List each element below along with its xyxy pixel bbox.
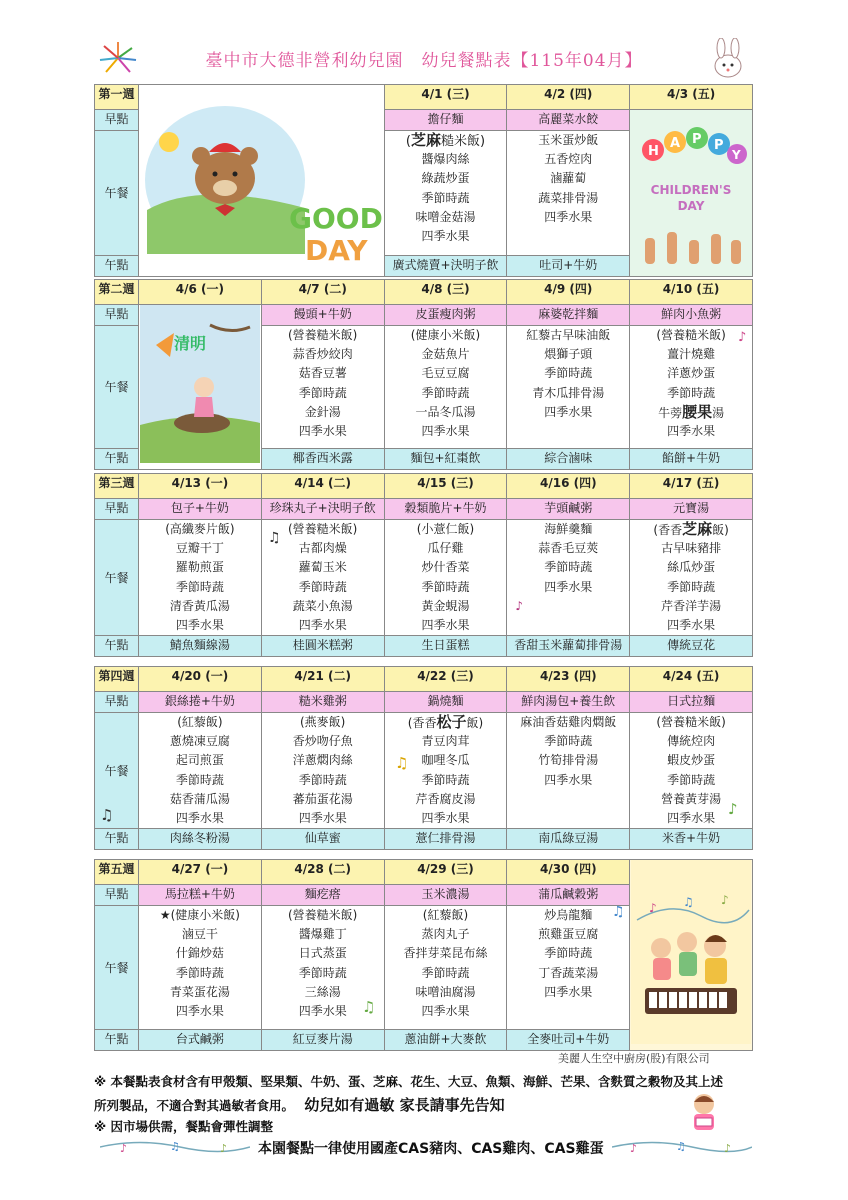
week-4-table [94, 666, 753, 850]
lunch-item: 四季水果 [175, 810, 224, 825]
breakfast-label: 早點 [95, 305, 139, 326]
lunch-item: 季節時蔬 [667, 772, 716, 787]
snack-cell: 麵包+紅棗飲 [384, 449, 507, 470]
snack-label: 午點 [95, 256, 139, 277]
lunch-item: 季節時蔬 [298, 579, 347, 594]
lunch-item: 四季水果 [298, 617, 347, 632]
lunch-item: 豆瓣干丁 [175, 541, 224, 556]
lunch-cell [507, 131, 630, 256]
lunch-cell [630, 326, 753, 449]
lunch-item: 日式蒸蛋 [298, 946, 347, 961]
lunch-item: 味噌油腐湯 [415, 984, 476, 999]
lunch-item: 四季水果 [175, 617, 224, 632]
music-note-icon: ♫ [395, 754, 409, 772]
date-header: 4/22 (三) [384, 667, 507, 692]
breakfast-cell: 鮮肉小魚粥 [630, 305, 753, 326]
lunch-item: 季節時蔬 [298, 965, 347, 980]
allergy-emphasis: 幼兒如有過敏 家長請事先告知 [304, 1096, 505, 1114]
date-header: 4/21 (二) [261, 667, 384, 692]
snack-cell: 台式鹹粥 [139, 1030, 262, 1051]
lunch-item: (紅藜飯) [177, 715, 223, 729]
lunch-item: 傳統焢肉 [667, 734, 716, 749]
lunch-item: (營養糙米飯) [656, 715, 726, 729]
snack-cell: 生日蛋糕 [384, 636, 507, 657]
lunch-cell [384, 326, 507, 449]
lunch-item: 海鮮羹麵 [544, 522, 593, 536]
breakfast-cell: 銀絲捲+牛奶 [139, 692, 262, 713]
lunch-item: 蕃茄蛋花湯 [292, 791, 353, 806]
lunch-cell [261, 713, 384, 829]
snack-cell: 鯖魚麵線湯 [139, 636, 262, 657]
lunch-item: (小薏仁飯) [416, 522, 475, 536]
lunch-item: 四季水果 [421, 423, 470, 438]
date-header: 4/1 (三) [384, 85, 507, 110]
breakfast-label: 早點 [95, 499, 139, 520]
svg-text:♫: ♫ [170, 1140, 180, 1153]
lunch-item: 季節時蔬 [421, 190, 470, 205]
date-header: 4/2 (四) [507, 85, 630, 110]
snack-cell: 全麥吐司+牛奶 [507, 1030, 630, 1051]
lunch-item: 四季水果 [544, 404, 593, 419]
lunch-item: 炒烏龍麵 [544, 908, 593, 922]
breakfast-cell: 麻婆乾拌麵 [507, 305, 630, 326]
lunch-label: 午餐 [95, 906, 139, 1030]
lunch-item: 香炒吻仔魚 [292, 734, 353, 749]
week-2-table [94, 279, 753, 470]
lunch-item: 芹香洋芋湯 [661, 598, 722, 613]
music-note-icon: ♪ [728, 800, 738, 818]
lunch-item: 季節時蔬 [421, 965, 470, 980]
week-label: 第二週 [95, 280, 139, 305]
lunch-item: 季節時蔬 [667, 385, 716, 400]
allergy-notice-line2 [94, 1094, 505, 1115]
lunch-item: 什錦炒菇 [175, 946, 224, 961]
breakfast-cell: 穀類脆片+牛奶 [384, 499, 507, 520]
lunch-item: 起司煎蛋 [175, 753, 224, 768]
qingming-illustration [139, 305, 262, 470]
snack-cell: 蔥油餅+大麥飲 [384, 1030, 507, 1051]
snack-cell: 餡餅+牛奶 [630, 449, 753, 470]
lunch-item: (高纖麥片飯) [165, 522, 235, 536]
lunch-item: 瓜仔雞 [427, 541, 464, 556]
lunch-item: (健康小米飯) [410, 328, 481, 342]
date-header: 4/28 (二) [261, 860, 384, 885]
lunch-item: 煨獅子頭 [544, 347, 593, 362]
music-note-icon: ♫ [612, 904, 625, 920]
snack-cell: 傳統豆花 [630, 636, 753, 657]
music-note-icon: ♪ [515, 598, 524, 613]
music-staff-decoration [612, 1138, 752, 1156]
lunch-item: 金針湯 [304, 404, 341, 419]
svg-text:DAY: DAY [677, 199, 705, 213]
svg-text:♫: ♫ [676, 1140, 686, 1153]
lunch-item: 香拌芽菜昆布絲 [403, 946, 488, 961]
lunch-item: 蘿蔔玉米 [298, 560, 347, 575]
allergy-text-2: 所列製品，不適合對其過敏者食用。 [94, 1098, 295, 1113]
date-header: 4/13 (一) [139, 474, 262, 499]
svg-text:P: P [714, 138, 724, 153]
date-header: 4/30 (四) [507, 860, 630, 885]
lunch-item: 一品冬瓜湯 [415, 404, 476, 419]
breakfast-cell: 珍珠丸子+決明子飲 [261, 499, 384, 520]
svg-text:♪: ♪ [649, 901, 657, 915]
date-header: 4/23 (四) [507, 667, 630, 692]
breakfast-cell: 高麗菜水餃 [507, 110, 630, 131]
lunch-item: 四季水果 [298, 423, 347, 438]
music-note-icon: ♫ [268, 530, 281, 546]
snack-label: 午點 [95, 449, 139, 470]
lunch-item: 醬爆肉絲 [421, 152, 470, 167]
lunch-item: (香香松子飯) [407, 713, 484, 731]
girl-reading-icon [684, 1090, 724, 1134]
lunch-item: (營養糙米飯) [288, 328, 358, 342]
lunch-item: 四季水果 [667, 617, 716, 632]
lunch-cell [507, 326, 630, 449]
breakfast-cell: 饅頭+牛奶 [261, 305, 384, 326]
svg-text:♪: ♪ [220, 1142, 228, 1155]
snack-cell: 桂圓米糕粥 [261, 636, 384, 657]
date-header: 4/15 (三) [384, 474, 507, 499]
lunch-item: 古都肉燥 [298, 541, 347, 556]
lunch-item: 紅藜古早味油飯 [526, 328, 611, 342]
lunch-item: 黃金蜆湯 [421, 598, 470, 613]
svg-text:♪: ♪ [120, 1142, 128, 1155]
lunch-item: 菇香蒲瓜湯 [169, 791, 230, 806]
lunch-cell [261, 326, 384, 449]
lunch-item: 季節時蔬 [175, 965, 224, 980]
lunch-item: 金菇魚片 [421, 347, 470, 362]
lunch-item: 四季水果 [175, 1003, 224, 1018]
date-header: 4/3 (五) [630, 85, 753, 110]
lunch-item: 清香黃瓜湯 [169, 598, 230, 613]
lunch-cell [384, 131, 507, 256]
lunch-item: 菇香豆薯 [298, 366, 347, 381]
date-header: 4/16 (四) [507, 474, 630, 499]
lunch-item: 四季水果 [544, 209, 593, 224]
lunch-item: (紅藜飯) [422, 908, 469, 922]
snack-cell: 吐司+牛奶 [507, 256, 630, 277]
svg-text:H: H [648, 144, 659, 159]
date-header: 4/10 (五) [630, 280, 753, 305]
lunch-item: 四季水果 [421, 1003, 470, 1018]
week-3-table [94, 473, 753, 657]
lunch-label: 午餐 [95, 713, 139, 829]
lunch-item: 蔥燒凍豆腐 [169, 734, 230, 749]
svg-text:DAY: DAY [305, 233, 368, 266]
lunch-item: 季節時蔬 [544, 366, 593, 381]
lunch-item: ★(健康小米飯) [159, 908, 240, 922]
allergy-text-1: 本餐點表食材含有甲殼類、堅果類、牛奶、蛋、芝麻、花生、大豆、魚類、海鮮、芒果、含麩質之穀物及其上述 [110, 1074, 724, 1089]
lunch-item: 季節時蔬 [544, 946, 593, 961]
qingming-text: 清明 [173, 334, 206, 353]
breakfast-label: 早點 [95, 110, 139, 131]
meat-notice: 本園餐點一律使用國產CAS豬肉、CAS雞肉、CAS雞蛋 [258, 1141, 604, 1157]
lunch-item: 四季水果 [667, 423, 716, 438]
svg-text:P: P [692, 132, 702, 147]
date-header: 4/24 (五) [630, 667, 753, 692]
breakfast-cell: 皮蛋瘦肉粥 [384, 305, 507, 326]
lunch-item: 麻油香菇雞肉燜飯 [520, 715, 617, 729]
snack-cell: 仙草蜜 [261, 829, 384, 850]
lunch-item: 絲瓜炒蛋 [667, 560, 716, 575]
week-label: 第三週 [95, 474, 139, 499]
svg-text:♪: ♪ [630, 1142, 638, 1155]
snack-cell: 肉絲冬粉湯 [139, 829, 262, 850]
svg-text:♫: ♫ [683, 895, 694, 909]
breakfast-cell: 鮮肉湯包+養生飲 [507, 692, 630, 713]
breakfast-cell: 糙米雞粥 [261, 692, 384, 713]
page-title: 臺中市大德非營利幼兒園 幼兒餐點表【115年04月】 [205, 51, 643, 71]
lunch-item: 滷蘿蔔 [550, 171, 587, 186]
lunch-item: 季節時蔬 [544, 734, 593, 749]
lunch-item: 蒸肉丸子 [421, 927, 470, 942]
lunch-item: 青菜蛋花湯 [169, 984, 230, 999]
lunch-cell [384, 520, 507, 636]
lunch-item: 咖哩冬瓜 [421, 753, 470, 768]
date-header: 4/7 (二) [261, 280, 384, 305]
rabbit-icon [706, 38, 750, 80]
lunch-item: 煎雞蛋豆腐 [538, 927, 599, 942]
snack-cell: 廣式燒賣+決明子飲 [384, 256, 507, 277]
lunch-item: 羅勒煎蛋 [175, 560, 224, 575]
lunch-item: 炒什香菜 [421, 560, 470, 575]
snack-cell: 薏仁排骨湯 [384, 829, 507, 850]
breakfast-label: 早點 [95, 692, 139, 713]
breakfast-cell: 麵疙瘩 [261, 885, 384, 906]
lunch-item: 季節時蔬 [544, 560, 593, 575]
lunch-item: 四季水果 [544, 772, 593, 787]
lunch-item: (芝麻糙米飯) [405, 131, 486, 149]
lunch-item: 四季水果 [544, 984, 593, 999]
lunch-item: 四季水果 [298, 810, 347, 825]
lunch-item: 蒜香炒絞肉 [292, 347, 353, 362]
lunch-item: (燕麥飯) [300, 715, 346, 729]
date-header: 4/17 (五) [630, 474, 753, 499]
lunch-item: 牛蒡腰果湯 [658, 402, 725, 421]
music-note-icon: ♪ [738, 330, 747, 345]
lunch-item: 玉米蛋炒飯 [538, 133, 599, 147]
lunch-item: 季節時蔬 [667, 579, 716, 594]
lunch-item: 蝦皮炒蛋 [667, 753, 716, 768]
date-header: 4/8 (三) [384, 280, 507, 305]
lunch-label: 午餐 [95, 520, 139, 636]
lunch-item: 芹香腐皮湯 [415, 791, 476, 806]
svg-text:A: A [670, 136, 681, 151]
lunch-item: 三絲湯 [304, 984, 341, 999]
date-header: 4/14 (二) [261, 474, 384, 499]
lunch-item: 四季水果 [544, 579, 593, 594]
lunch-item: (香香芝麻飯) [653, 520, 729, 538]
lunch-item: 薑汁燒雞 [667, 347, 716, 362]
lunch-item: 蔬菜小魚湯 [292, 598, 353, 613]
lunch-item: 四季水果 [421, 810, 470, 825]
lunch-item: 營養黃芽湯 [661, 791, 722, 806]
date-header: 4/27 (一) [139, 860, 262, 885]
childrens-day-illustration [630, 110, 753, 277]
svg-text:Y: Y [732, 148, 741, 162]
lunch-cell [139, 713, 262, 829]
lunch-item: 蒜香毛豆莢 [538, 541, 599, 556]
lunch-label: 午餐 [95, 326, 139, 449]
snack-cell: 綜合滷味 [507, 449, 630, 470]
good-day-text: GOOD [289, 201, 384, 235]
allergy-notice-line1 [94, 1072, 723, 1090]
week-label: 第四週 [95, 667, 139, 692]
lunch-item: (營養糙米飯) [656, 328, 726, 342]
snack-cell: 香甜玉米蘿蔔排骨湯 [507, 636, 630, 657]
week-5-table [94, 859, 753, 1051]
music-staff-decoration [100, 1138, 250, 1156]
lunch-item: 青豆肉茸 [421, 734, 470, 749]
lunch-item: 醬爆雞丁 [298, 927, 347, 942]
lunch-item: 四季水果 [421, 228, 470, 243]
lunch-item: 滷豆干 [181, 927, 218, 942]
lunch-item: 季節時蔬 [421, 579, 470, 594]
week-1-table [94, 84, 753, 277]
lunch-cell [139, 520, 262, 636]
lunch-item: 四季水果 [667, 810, 716, 825]
lunch-item: (營養糙米飯) [288, 908, 358, 922]
lunch-cell [139, 906, 262, 1030]
snack-label: 午點 [95, 829, 139, 850]
date-header: 4/9 (四) [507, 280, 630, 305]
snack-cell: 米香+牛奶 [630, 829, 753, 850]
breakfast-cell: 日式拉麵 [630, 692, 753, 713]
snack-cell: 南瓜綠豆湯 [507, 829, 630, 850]
breakfast-cell: 包子+牛奶 [139, 499, 262, 520]
lunch-item: 季節時蔬 [175, 579, 224, 594]
lunch-item: 季節時蔬 [421, 772, 470, 787]
lunch-item: 丁香蔬菜湯 [538, 965, 599, 980]
lunch-cell [507, 713, 630, 829]
date-header: 4/20 (一) [139, 667, 262, 692]
lunch-item: 洋蔥炒蛋 [667, 366, 716, 381]
lunch-item: 季節時蔬 [175, 772, 224, 787]
music-note-icon: ♫ [100, 806, 114, 824]
lunch-item: 洋蔥燜肉絲 [292, 753, 353, 768]
lunch-item: (營養糙米飯) [288, 522, 358, 536]
week-label: 第一週 [95, 85, 139, 110]
lunch-item: 四季水果 [298, 1003, 347, 1018]
lunch-item: 五香焢肉 [544, 152, 593, 167]
breakfast-cell: 鍋燒麵 [384, 692, 507, 713]
lunch-cell [630, 520, 753, 636]
lunch-item: 四季水果 [421, 617, 470, 632]
svg-text:CHILDREN'S: CHILDREN'S [650, 183, 732, 197]
date-header: 4/6 (一) [139, 280, 262, 305]
lunch-cell [384, 906, 507, 1030]
breakfast-cell: 擔仔麵 [384, 110, 507, 131]
supplier-name: 美麗人生空中廚房(股)有限公司 [558, 1052, 710, 1065]
breakfast-cell: 玉米濃湯 [384, 885, 507, 906]
lunch-item: 季節時蔬 [298, 385, 347, 400]
lunch-item: 季節時蔬 [421, 385, 470, 400]
lunch-item: 味噌金菇湯 [415, 209, 476, 224]
snack-label: 午點 [95, 636, 139, 657]
lunch-cell [507, 520, 630, 636]
breakfast-label: 早點 [95, 885, 139, 906]
lunch-item: 蔬菜排骨湯 [538, 190, 599, 205]
lunch-item: 毛豆豆腐 [421, 366, 470, 381]
lunch-cell [507, 906, 630, 1030]
lunch-item: 季節時蔬 [298, 772, 347, 787]
lunch-item: 綠蔬炒蛋 [421, 171, 470, 186]
snack-cell: 椰香西米露 [261, 449, 384, 470]
breakfast-cell: 馬拉糕+牛奶 [139, 885, 262, 906]
week-label: 第五週 [95, 860, 139, 885]
breakfast-cell: 蒲瓜鹹穀粥 [507, 885, 630, 906]
good-day-illustration [139, 85, 385, 277]
lunch-item: 古早味豬排 [661, 541, 722, 556]
music-note-icon: ♫ [362, 998, 376, 1016]
allergy-prefix: ※ [94, 1074, 107, 1089]
snack-cell: 紅豆麥片湯 [261, 1030, 384, 1051]
lunch-item: 青木瓜排骨湯 [532, 385, 605, 400]
lunch-item: 竹筍排骨湯 [538, 753, 599, 768]
breakfast-cell: 芋頭鹹粥 [507, 499, 630, 520]
lunch-label: 午餐 [95, 131, 139, 256]
date-header: 4/29 (三) [384, 860, 507, 885]
market-notice: ※ 因市場供需，餐點會彈性調整 [94, 1119, 274, 1134]
svg-text:♪: ♪ [721, 893, 729, 907]
snack-label: 午點 [95, 1030, 139, 1051]
breakfast-cell: 元寶湯 [630, 499, 753, 520]
children-piano-illustration [630, 860, 753, 1051]
svg-text:♪: ♪ [724, 1142, 732, 1155]
